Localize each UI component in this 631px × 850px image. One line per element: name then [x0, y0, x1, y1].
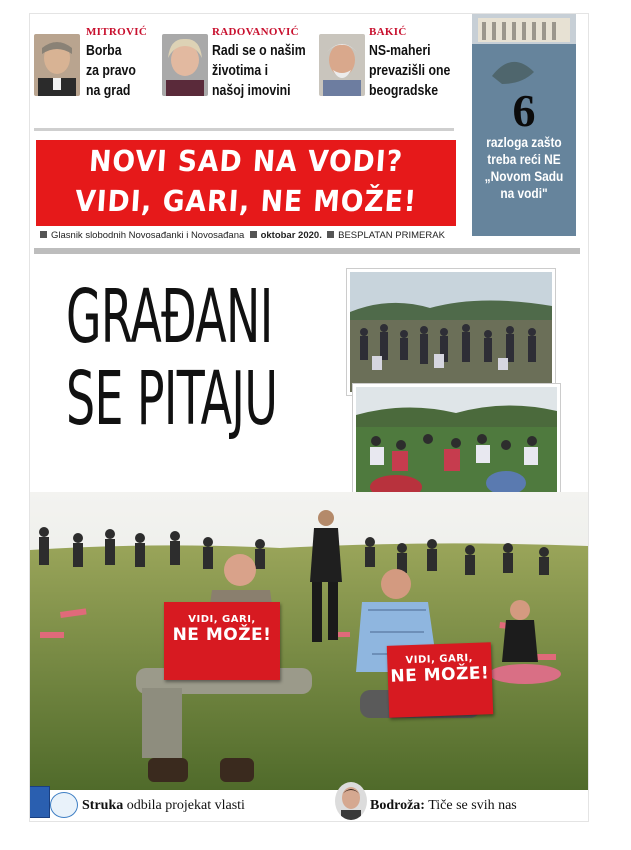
crowd-photo — [347, 269, 555, 395]
tagline-text: Glasnik slobodnih Novosađanki i Novosađana — [51, 230, 245, 241]
masthead-banner — [36, 140, 456, 226]
sign-text-large: NE MOŽE! — [390, 663, 490, 687]
footer-teaser-bold: Bodroža: — [370, 798, 425, 813]
reasons-line: razloga zašto — [486, 134, 562, 150]
sign-text-small: VIDI, GARI, — [188, 614, 256, 625]
portrait-bakic — [319, 34, 365, 96]
reasons-text — [480, 134, 568, 202]
teaser-name: MITROVIĆ — [86, 26, 148, 38]
audience-photo — [353, 384, 560, 504]
teaser-line: Radi se o našim — [212, 42, 306, 59]
square-bullet-icon — [40, 231, 47, 238]
teaser-line: Borba — [86, 42, 122, 59]
footer-teaser-bodroza[interactable] — [370, 798, 517, 814]
reasons-line: na vodi" — [500, 185, 548, 201]
six-reasons-box[interactable] — [472, 14, 576, 236]
teaser-line: našoj imovini — [212, 82, 291, 99]
footer-teaser-struka[interactable] — [82, 798, 245, 814]
protest-sign-left — [164, 602, 280, 680]
square-bullet-icon — [327, 231, 334, 238]
banner-line: NOVI SAD NA VODI? — [88, 144, 404, 178]
portrait-mitrovic — [34, 34, 80, 96]
partner-logo-icon — [50, 792, 78, 818]
footer-teaser-text: odbila projekat vlasti — [126, 798, 245, 813]
headline-line: GRAĐANI — [66, 274, 273, 360]
main-photo-gathering — [30, 492, 588, 792]
teaser-mitrovic[interactable] — [34, 20, 164, 128]
footer-teaser-bold: Struka — [82, 798, 124, 813]
teaser-line: prevazišli one — [369, 62, 451, 79]
teaser-line: za pravo — [86, 62, 136, 79]
sign-text-large: NE MOŽE! — [172, 625, 272, 645]
main-headline — [66, 276, 277, 440]
teaser-bakic[interactable] — [319, 20, 459, 128]
sign-text-small: VIDI, GARI, — [405, 652, 474, 667]
free-copy-label: BESPLATAN PRIMERAK — [338, 230, 445, 241]
publisher-logo-icon — [30, 786, 50, 818]
footer-teaser-text: Tiče se svih nas — [428, 798, 517, 813]
issue-date: oktobar 2020. — [260, 230, 322, 241]
portrait-radovanovic — [162, 34, 208, 96]
newspaper-front-page — [30, 14, 588, 821]
teaser-strip — [34, 20, 456, 128]
teaser-line: na grad — [86, 82, 131, 99]
divider — [34, 128, 454, 131]
footer-teasers — [30, 790, 588, 821]
teaser-line: beogradske — [369, 82, 439, 99]
headline-line: SE PITAJU — [66, 356, 278, 442]
reasons-number: 6 — [512, 85, 536, 136]
avatar-bodroza — [335, 782, 367, 820]
square-bullet-icon — [250, 231, 257, 238]
teaser-line: NS-maheri — [369, 42, 431, 59]
teaser-name: RADOVANOVIĆ — [212, 26, 299, 38]
banner-line: VIDI, GARI, NE MOŽE! — [74, 184, 418, 218]
reasons-line: treba reći NE — [487, 151, 561, 167]
teaser-radovanovic[interactable] — [162, 20, 322, 128]
teaser-line: životima i — [212, 62, 269, 79]
reasons-line: „Novom Sadu — [484, 168, 564, 184]
teaser-name: BAKIĆ — [369, 26, 407, 38]
divider — [34, 248, 580, 254]
tagline — [40, 230, 460, 241]
protest-sign-right — [387, 642, 493, 718]
